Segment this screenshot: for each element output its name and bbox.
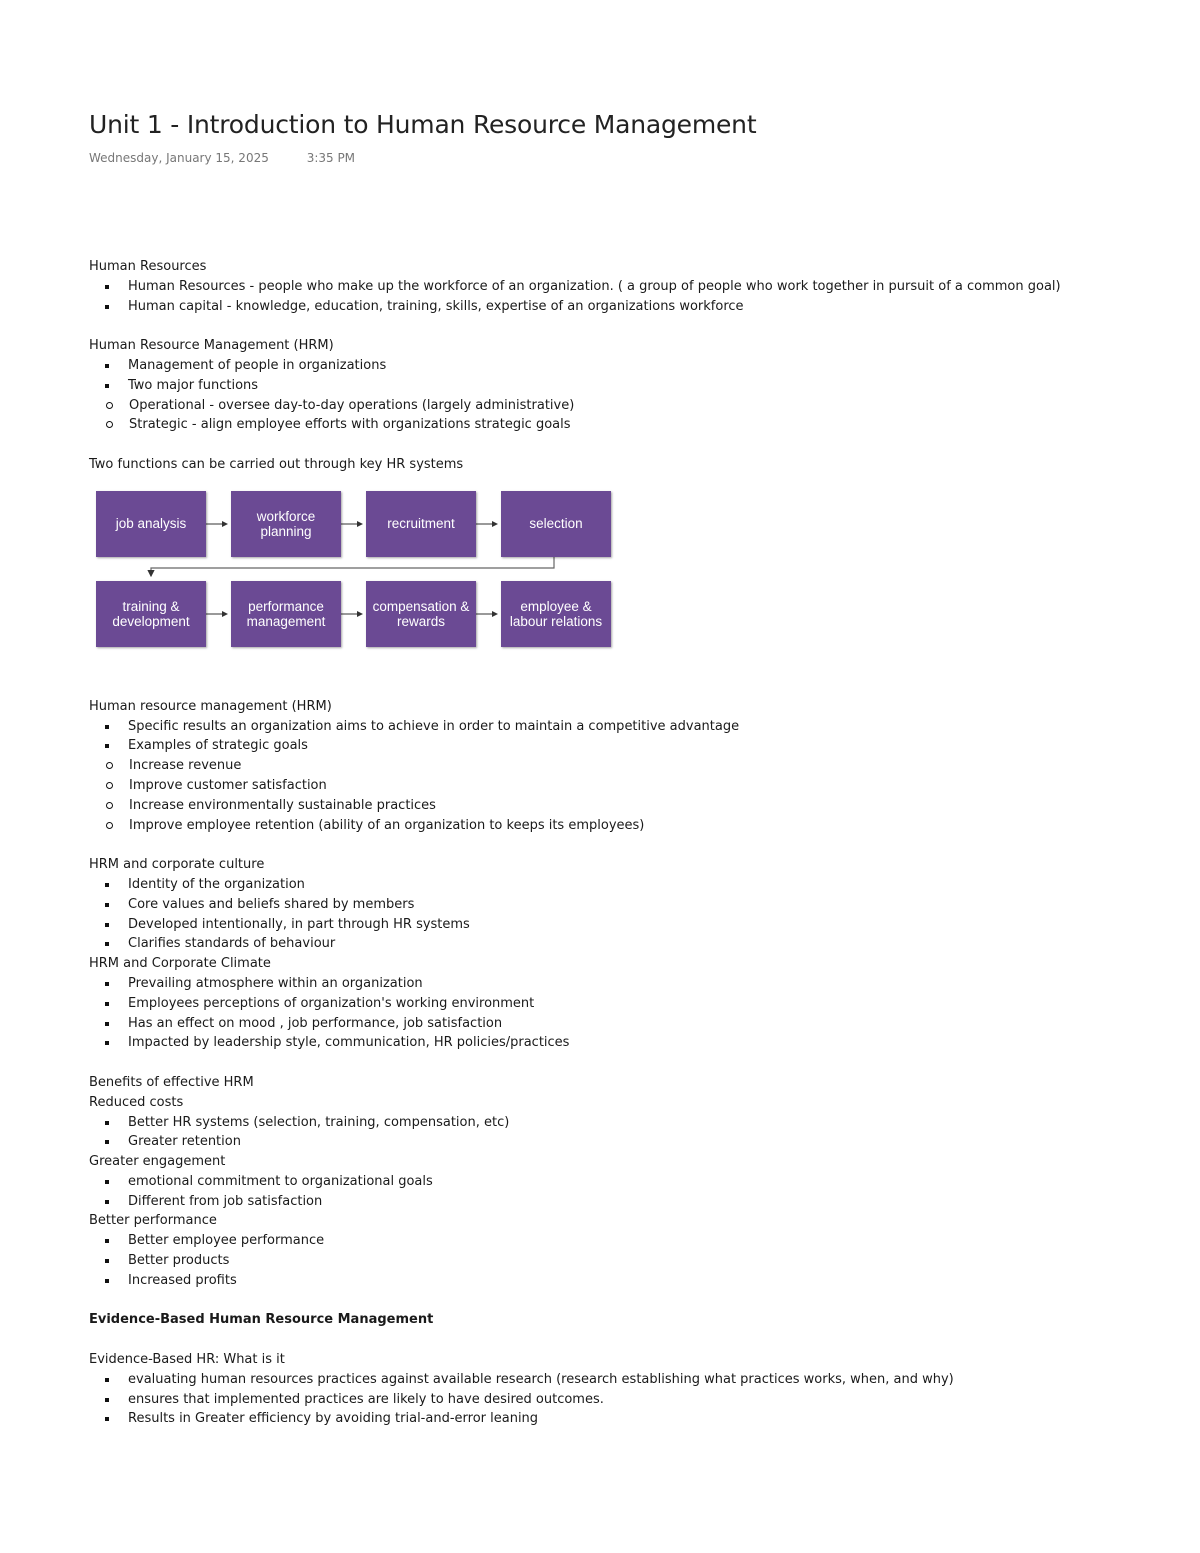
- list-item: emotional commitment to organizational goals: [89, 1172, 1169, 1192]
- section-heading-climate: HRM and Corporate Climate: [89, 956, 271, 972]
- section-heading-culture: HRM and corporate culture: [89, 857, 265, 873]
- diagram-box-performance-management: performance management: [231, 581, 341, 647]
- list-item: Impacted by leadership style, communication, HR policies/practices: [89, 1033, 1169, 1053]
- subheading-greater-engagement: Greater engagement: [89, 1154, 226, 1170]
- hr-systems-diagram: [94, 488, 624, 660]
- reduced-costs-list: [89, 1113, 1169, 1153]
- page-title: Unit 1 - Introduction to Human Resource Management: [89, 110, 757, 139]
- page-meta: [89, 151, 355, 165]
- section-heading-hr: Human Resources: [89, 259, 207, 274]
- list-item: Two major functions: [89, 376, 1169, 396]
- list-item: Greater retention: [89, 1132, 1169, 1152]
- list-item: Clarifies standards of behaviour: [89, 934, 1169, 954]
- diagram-box-employee-labour-relations: employee & labour relations: [501, 581, 611, 647]
- section-heading-systems: Two functions can be carried out through key HR systems: [89, 456, 464, 472]
- list-item: evaluating human resources practices against available research (research establishing what practices works, when, and why): [89, 1370, 1169, 1390]
- section-heading-hrm2: Human resource management (HRM): [89, 698, 332, 714]
- diagram-box-recruitment: recruitment: [366, 491, 476, 557]
- performance-list: [89, 1231, 1169, 1290]
- hrm-list: [89, 356, 1169, 435]
- diagram-box-training-development: training & development: [96, 581, 206, 647]
- list-item: ensures that implemented practices are likely to have desired outcomes.: [89, 1390, 1169, 1410]
- ebhrm-list: [89, 1370, 1169, 1429]
- sublist-item: Increase environmentally sustainable practices: [50, 796, 1169, 816]
- sublist-item: Improve employee retention (ability of an organization to keeps its employees): [50, 816, 1169, 836]
- sublist-item: Improve customer satisfaction: [50, 776, 1169, 796]
- list-item: Examples of strategic goals: [89, 736, 1169, 756]
- page-time: 3:35 PM: [306, 151, 356, 165]
- climate-list: [89, 974, 1169, 1053]
- section-heading-hrm: Human Resource Management (HRM): [89, 338, 334, 354]
- subheading-reduced-costs: Reduced costs: [89, 1094, 184, 1110]
- arrow: [151, 557, 554, 576]
- list-item: Core values and beliefs shared by members: [89, 895, 1169, 915]
- list-item: Different from job satisfaction: [89, 1192, 1169, 1212]
- sublist-item: Increase revenue: [50, 756, 1169, 776]
- diagram-box-workforce-planning: workforce planning: [231, 491, 341, 557]
- list-item: Increased profits: [89, 1271, 1169, 1291]
- list-item: Specific results an organization aims to achieve in order to maintain a competitive advantage: [89, 717, 1169, 737]
- diagram-box-selection: selection: [501, 491, 611, 557]
- subheading-better-performance: Better performance: [89, 1213, 217, 1229]
- subheading-ebhr-what: Evidence-Based HR: What is it: [89, 1352, 285, 1368]
- list-item: Identity of the organization: [89, 875, 1169, 895]
- sublist-item: Operational - oversee day-to-day operations (largely administrative): [50, 396, 1169, 416]
- list-item: Developed intentionally, in part through HR systems: [89, 915, 1169, 935]
- culture-list: [89, 875, 1169, 954]
- hrm2-list: [89, 717, 1169, 836]
- list-item: Human Resources - people who make up the workforce of an organization. ( a group of people who work together in pursuit of a common goal): [89, 277, 1169, 297]
- list-item: Better products: [89, 1251, 1169, 1271]
- hrm2-sublist: [89, 756, 1169, 835]
- list-item: Better HR systems (selection, training, compensation, etc): [89, 1113, 1169, 1133]
- engagement-list: [89, 1172, 1169, 1212]
- list-item: Has an effect on mood , job performance, job satisfaction: [89, 1014, 1169, 1034]
- section-heading-benefits: Benefits of effective HRM: [89, 1074, 254, 1090]
- hrm-sublist: [89, 396, 1169, 436]
- page-date: Wednesday, January 15, 2025: [89, 151, 269, 165]
- section-heading-ebhrm: Evidence-Based Human Resource Management: [89, 1312, 434, 1328]
- list-item: Human capital - knowledge, education, training, skills, expertise of an organizations workforce: [89, 297, 1169, 317]
- list-item: Prevailing atmosphere within an organization: [89, 974, 1169, 994]
- list-item: Management of people in organizations: [89, 356, 1169, 376]
- list-item: Employees perceptions of organization's working environment: [89, 994, 1169, 1014]
- note-body: [89, 257, 1169, 1429]
- sublist-item: Strategic - align employee efforts with organizations strategic goals: [50, 415, 1169, 435]
- list-item: Results in Greater efficiency by avoiding trial-and-error leaning: [89, 1409, 1169, 1429]
- diagram-box-compensation-rewards: compensation & rewards: [366, 581, 476, 647]
- hr-list: [89, 277, 1169, 317]
- diagram-box-job-analysis: job analysis: [96, 491, 206, 557]
- list-item: Better employee performance: [89, 1231, 1169, 1251]
